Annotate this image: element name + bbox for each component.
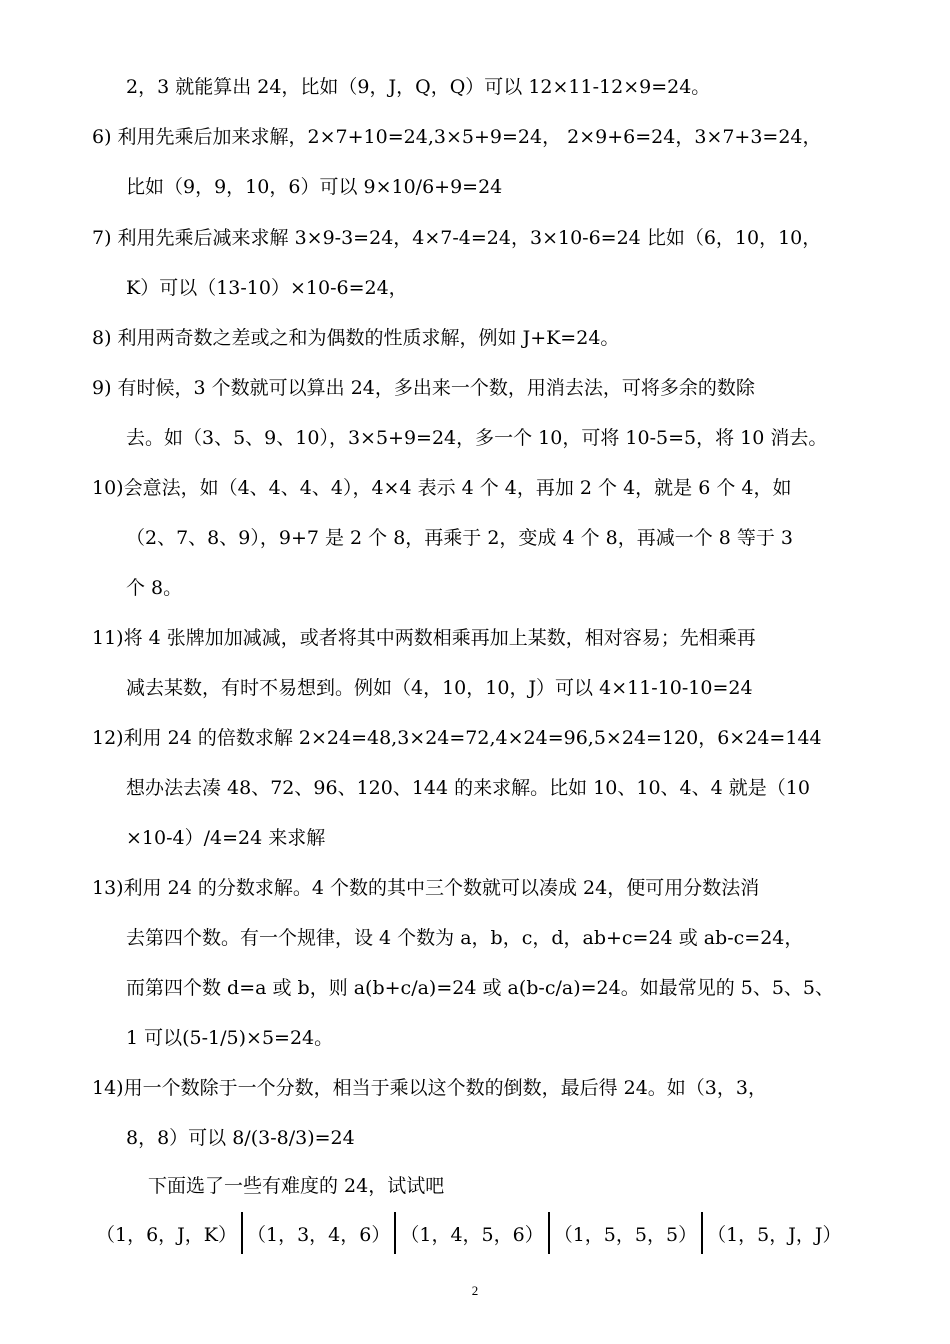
- puzzle-cell-3: （1，4，5，6）: [400, 1223, 544, 1246]
- text-line-15: 想办法去凑 48、72、96、120、144 的来求解。比如 10、10、4、4 就是（10: [126, 777, 810, 799]
- text-line-18: 去第四个数。有一个规律，设 4 个数为 a，b，c，d，ab+c=24 或 ab-c=24，: [126, 927, 804, 949]
- text-line-8: 去。如（3、5、9、10），3×5+9=24，多一个 10，可将 10-5=5，将 10 消去。: [126, 427, 828, 449]
- text-line-16: ×10-4）/4=24 来求解: [126, 827, 326, 849]
- text-line-4: 7) 利用先乘后减来求解 3×9-3=24，4×7-4=24，3×10-6=24 比如（6，10，10，: [92, 227, 822, 249]
- text-line-22: 8，8）可以 8/(3-8/3)=24: [126, 1127, 355, 1149]
- text-line-10: （2、7、8、9），9+7 是 2 个 8，再乘于 2，变成 4 个 8，再减一个 8 等于 3: [126, 527, 794, 549]
- text-line-12: 11)将 4 张牌加加减减，或者将其中两数相乘再加上某数，相对容易；先相乘再: [92, 627, 756, 649]
- text-line-7: 9) 有时候，3 个数就可以算出 24，多出来一个数，用消去法，可将多余的数除: [92, 377, 755, 399]
- text-line-23: 下面选了一些有难度的 24，试试吧: [148, 1175, 445, 1197]
- text-line-9: 10)会意法，如（4、4、4、4），4×4 表示 4 个 4，再加 2 个 4，就是 6 个 4，如: [92, 477, 792, 499]
- text-line-14: 12)利用 24 的倍数求解 2×24=48,3×24=72,4×24=96,5×24=120，6×24=144: [92, 727, 822, 749]
- text-line-5: K）可以（13-10）×10-6=24，: [126, 277, 408, 299]
- text-line-13: 减去某数，有时不易想到。例如（4，10，10，J）可以 4×11-10-10=24: [126, 677, 753, 699]
- text-line-6: 8) 利用两奇数之差或之和为偶数的性质求解，例如 J+K=24。: [92, 327, 620, 349]
- puzzle-cell-4: （1，5，5，5）: [553, 1223, 698, 1246]
- text-line-3: 比如（9，9，10，6）可以 9×10/6+9=24: [126, 176, 503, 198]
- text-line-19: 而第四个数 d=a 或 b，则 a(b+c/a)=24 或 a(b-c/a)=24。如最常见的 5、5、5、: [126, 977, 835, 999]
- puzzle-table: [92, 1212, 872, 1254]
- puzzle-cell-5: （1，5，J，J）: [707, 1223, 842, 1246]
- text-line-2: 6) 利用先乘后加来求解，2×7+10=24,3×5+9=24， 2×9+6=24，3×7+3=24，: [92, 126, 822, 148]
- text-line-17: 13)利用 24 的分数求解。4 个数的其中三个数就可以凑成 24，便可用分数法消: [92, 877, 760, 899]
- text-line-1: 2，3 就能算出 24，比如（9，J，Q，Q）可以 12×11-12×9=24。: [126, 76, 711, 98]
- puzzle-cell-1: （1，6，J，K）: [96, 1223, 237, 1246]
- text-line-11: 个 8。: [126, 577, 183, 599]
- text-line-20: 1 可以(5-1/5)×5=24。: [126, 1027, 334, 1049]
- page-number: 2: [471, 1283, 479, 1298]
- text-line-21: 14)用一个数除于一个分数，相当于乘以这个数的倒数，最后得 24。如（3，3，: [92, 1077, 767, 1099]
- puzzle-cell-2: （1，3，4，6）: [247, 1223, 391, 1246]
